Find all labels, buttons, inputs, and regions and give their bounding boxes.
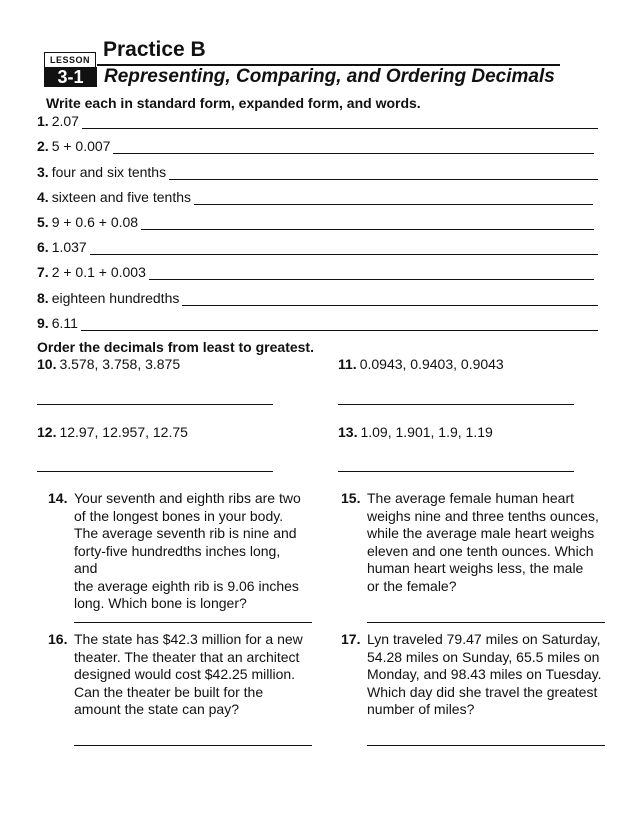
word-problem: [341, 490, 607, 595]
problem-line: The state has $42.3 million for a new: [74, 631, 303, 647]
item-text: four and six tenths: [51, 164, 167, 180]
item-number: 13.: [338, 424, 358, 440]
practice-heading: Practice B: [103, 38, 206, 61]
problem-line: Which day did she travel the greatest: [367, 683, 598, 700]
item-number: 3.: [37, 164, 49, 180]
answer-line[interactable]: [367, 622, 605, 623]
problem-line: Your seventh and eighth ribs are two: [74, 490, 301, 506]
list-item[interactable]: [37, 212, 594, 230]
problem-line: The average female human heart: [367, 490, 575, 506]
item-number: 6.: [37, 239, 49, 255]
problem-line: designed would cost $42.25 million.: [74, 666, 296, 682]
item-text: 2 + 0.1 + 0.003: [51, 264, 146, 280]
page-title: Representing, Comparing, and Ordering Decimals: [104, 66, 555, 87]
problem-line: Monday, and 98.43 miles on Tuesday.: [367, 666, 602, 682]
item-number: 9.: [37, 315, 49, 331]
answer-line[interactable]: [74, 745, 312, 746]
problem-line: weighs nine and three tenths ounces,: [367, 507, 599, 524]
item-text: 12.97, 12.957, 12.75: [59, 424, 188, 440]
problem-number: 16.: [48, 631, 68, 647]
order-item: [37, 424, 188, 440]
problem-line: while the average male heart weighs: [367, 525, 595, 541]
answer-line[interactable]: [74, 622, 312, 623]
problem-number: 15.: [341, 490, 361, 506]
order-item: [338, 424, 493, 440]
lesson-number: 3-1: [44, 67, 97, 87]
item-number: 1.: [37, 113, 49, 129]
problem-line: The average seventh rib is nine and: [74, 525, 297, 541]
answer-line[interactable]: [37, 404, 273, 405]
item-number: 7.: [37, 264, 49, 280]
answer-line[interactable]: [141, 215, 594, 230]
answer-line[interactable]: [81, 316, 598, 331]
section1-instruction: Write each in standard form, expanded form, and words.: [46, 95, 421, 111]
lesson-label: LESSON: [44, 52, 96, 68]
item-text: 9 + 0.6 + 0.08: [51, 214, 139, 230]
list-item[interactable]: [37, 136, 594, 154]
answer-line[interactable]: [37, 471, 273, 472]
answer-line[interactable]: [149, 265, 594, 280]
item-text: 6.11: [51, 315, 78, 331]
list-item[interactable]: [37, 262, 594, 280]
problem-line: human heart weighs less, the male: [367, 560, 584, 576]
item-number: 4.: [37, 189, 49, 205]
problem-line: Can the theater be built for the: [74, 683, 264, 700]
problem-number: 14.: [48, 490, 68, 506]
word-problem: [341, 631, 607, 719]
list-item[interactable]: [37, 162, 598, 180]
order-item: [338, 356, 504, 372]
answer-line[interactable]: [182, 291, 598, 306]
section2-instruction: Order the decimals from least to greatest.: [37, 339, 314, 355]
item-number: 2.: [37, 138, 49, 154]
item-text: eighteen hundredths: [51, 290, 180, 306]
answer-line[interactable]: [338, 471, 574, 472]
item-number: 8.: [37, 290, 49, 306]
list-item[interactable]: [37, 237, 598, 255]
answer-line[interactable]: [113, 139, 594, 154]
problem-line: eleven and one tenth ounces. Which: [367, 542, 594, 559]
answer-line[interactable]: [169, 165, 598, 180]
problem-line: long. Which bone is longer?: [74, 595, 247, 611]
answer-line[interactable]: [367, 745, 605, 746]
item-text: 1.037: [51, 239, 87, 255]
item-text: 0.0943, 0.9403, 0.9043: [359, 356, 504, 372]
problem-line: 54.28 miles on Sunday, 65.5 miles on: [367, 648, 600, 665]
item-number: 10.: [37, 356, 57, 372]
item-number: 12.: [37, 424, 57, 440]
item-text: 1.09, 1.901, 1.9, 1.19: [360, 424, 493, 440]
problem-line: number of miles?: [367, 701, 475, 717]
item-text: 5 + 0.007: [51, 138, 111, 154]
item-text: 3.578, 3.758, 3.875: [59, 356, 181, 372]
order-item: [37, 356, 180, 372]
problem-line: Lyn traveled 79.47 miles on Saturday,: [367, 631, 601, 647]
list-item[interactable]: [37, 187, 593, 205]
problem-line: amount the state can pay?: [74, 701, 239, 717]
problem-line: the average eighth rib is 9.06 inches: [74, 577, 299, 594]
item-text: 2.07: [51, 113, 79, 129]
answer-line[interactable]: [82, 114, 598, 129]
item-number: 5.: [37, 214, 49, 230]
word-problem: [48, 631, 304, 719]
problem-line: forty-five hundredths inches long, and: [74, 542, 281, 576]
problem-line: or the female?: [367, 577, 457, 594]
item-number: 11.: [338, 356, 357, 372]
problem-line: of the longest bones in your body.: [74, 507, 284, 524]
list-item[interactable]: [37, 288, 598, 306]
word-problem: [48, 490, 304, 613]
item-text: sixteen and five tenths: [51, 189, 191, 205]
list-item[interactable]: [37, 313, 598, 331]
problem-number: 17.: [341, 631, 361, 647]
answer-line[interactable]: [194, 190, 593, 205]
problem-line: theater. The theater that an architect: [74, 648, 300, 665]
answer-line[interactable]: [338, 404, 574, 405]
list-item[interactable]: [37, 111, 598, 129]
answer-line[interactable]: [90, 240, 598, 255]
